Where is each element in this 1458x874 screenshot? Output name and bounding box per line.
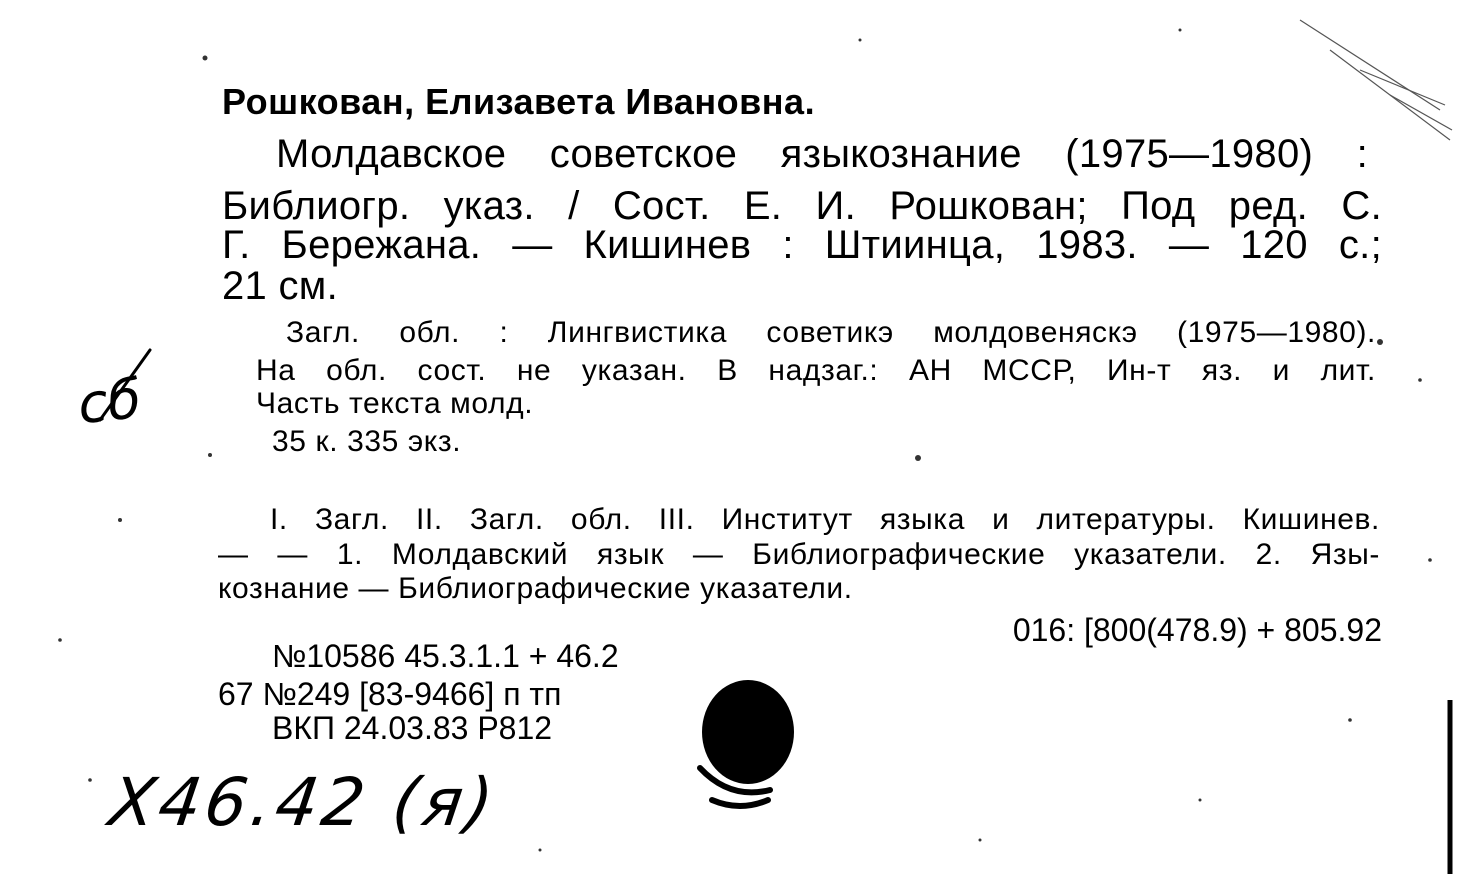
code-line-2: 67 №249 [83-9466] п тп bbox=[218, 676, 562, 712]
title-line-3: Г. Бережана. — Кишинев : Штиинца, 1983. — 120 с.; bbox=[222, 223, 1382, 267]
subject-line-1: I. Загл. II. Загл. обл. III. Институт языка и литературы. Кишинев. bbox=[270, 503, 1380, 536]
code-line-3: ВКП 24.03.83 Р812 bbox=[272, 710, 553, 746]
title-line-2: Библиогр. указ. / Сост. Е. И. Рошкован; Под ред. С. bbox=[222, 184, 1382, 228]
note-line-3: Часть текста молд. bbox=[256, 387, 534, 420]
margin-mark-stroke bbox=[100, 350, 150, 420]
note-line-2: На обл. сост. не указан. В надзаг.: АН МССР, Ин-т яз. и лит. bbox=[256, 354, 1376, 387]
title-line-4: 21 см. bbox=[222, 264, 339, 308]
note-line-1: Загл. обл. : Лингвистика советикэ молдовеняскэ (1975—1980). bbox=[286, 316, 1376, 349]
code-line-1: №10586 45.3.1.1 + 46.2 bbox=[272, 638, 619, 674]
title-line-1: Молдавское советское языкознание (1975—1980) : bbox=[276, 132, 1368, 176]
author-heading: Рошкован, Елизавета Ивановна. bbox=[222, 81, 816, 122]
handwritten-margin-mark: сб bbox=[74, 366, 145, 437]
udc-code: 016: [800(478.9) + 805.92 bbox=[1012, 612, 1382, 648]
subject-line-3: кознание — Библиографические указатели. bbox=[218, 572, 853, 605]
price-print-run: 35 к. 335 экз. bbox=[272, 425, 462, 458]
subject-line-2: — — 1. Молдавский язык — Библиографические указатели. 2. Язы- bbox=[218, 538, 1380, 571]
handwritten-shelf-index: Х46.42 (я) bbox=[104, 764, 502, 841]
punch-hole-blot bbox=[700, 680, 794, 806]
scan-noise bbox=[1300, 20, 1452, 140]
